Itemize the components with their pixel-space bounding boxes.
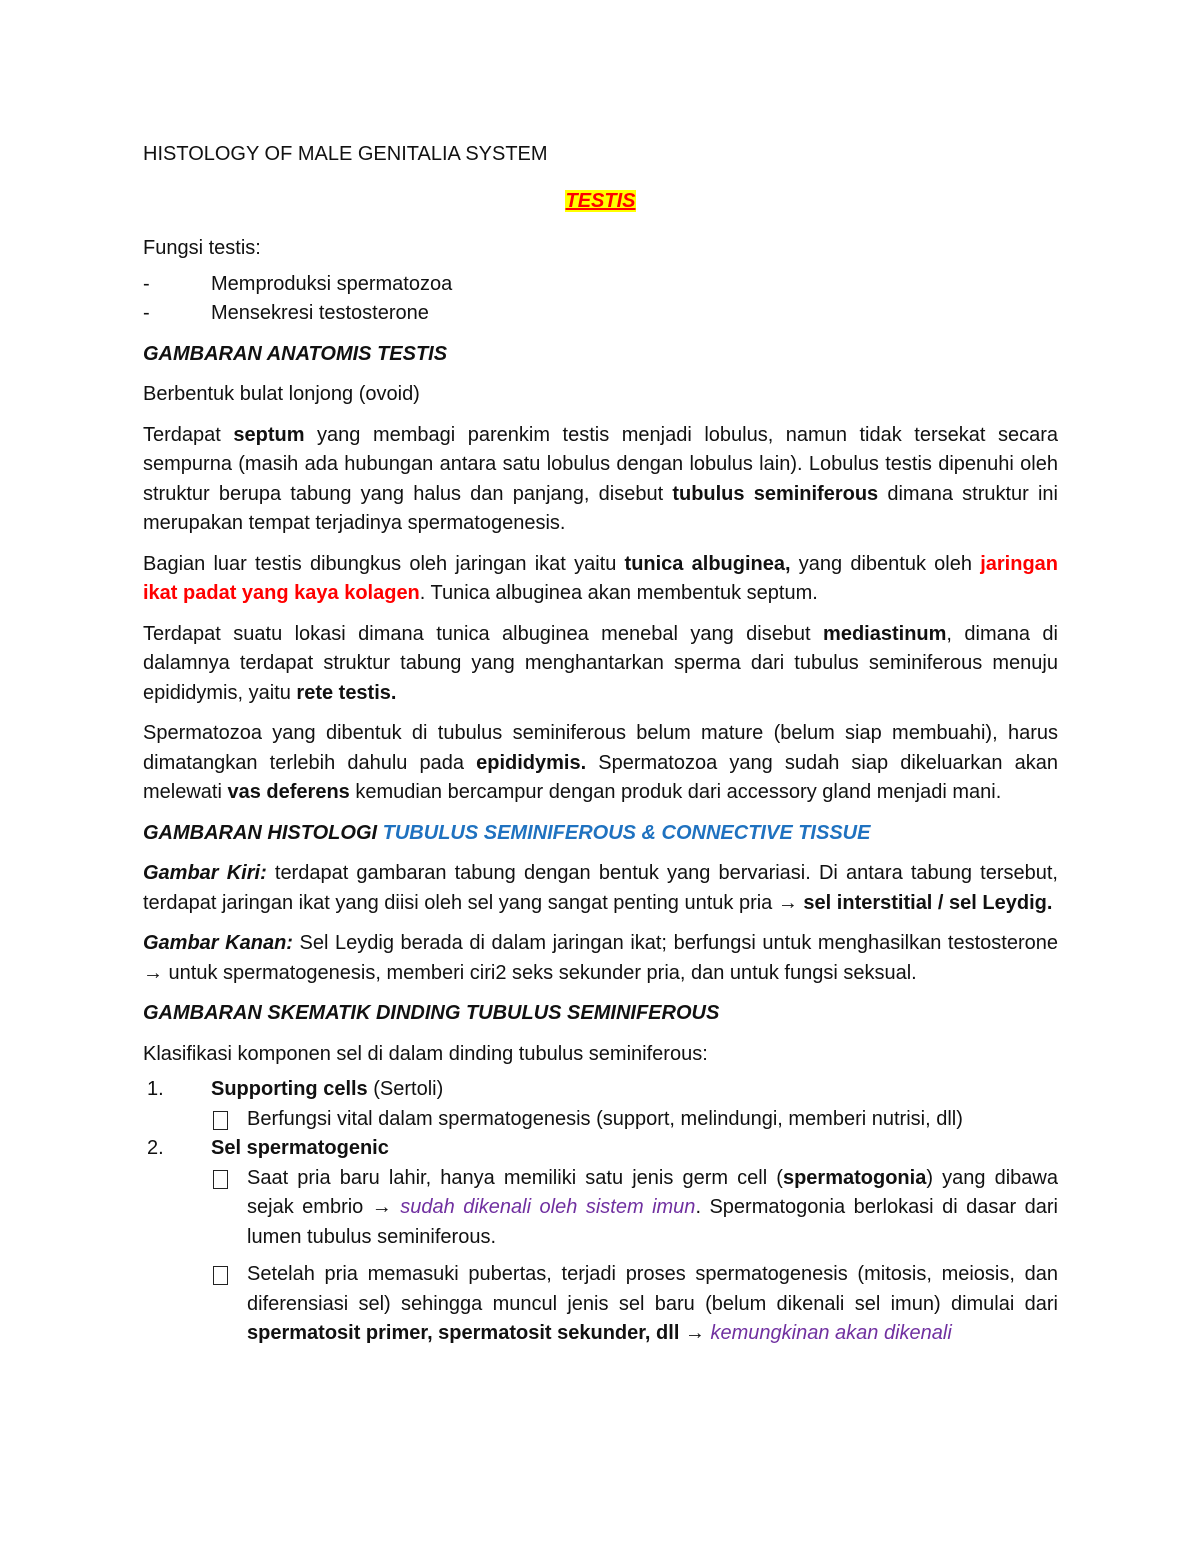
arrow-right-icon: →: [679, 1322, 705, 1344]
section-title: TESTIS: [565, 189, 636, 212]
document-page: [143, 140, 1058, 1349]
paragraph-tunica: Bagian luar testis dibungkus oleh jaringan ikat yaitu tunica albuginea, yang dibentuk oleh jaringan ikat padat yang kaya kolagen. Tunica albuginea akan membentuk septum.: [143, 552, 1058, 604]
bentuk-text: Berbentuk bulat lonjong (ovoid): [143, 383, 420, 405]
paragraph-septum: Terdapat septum yang membagi parenkim testis menjadi lobulus, namun tidak tersekat secara sempurna (masih ada hubungan antara satu lobulus dengan lobulus lain). Lobulus testis dipenuhi oleh struktur berupa tabung yang halus dan panjang, disebut tubulus seminiferous dimana struktur ini merupakan tempat terjadinya spermatogenesis.: [143, 423, 1059, 534]
sub-item: Berfungsi vital dalam spermatogenesis (support, melindungi, memberi nutrisi, dll): [211, 1105, 1058, 1135]
fungsi-list: [143, 270, 1058, 329]
dash-bullet: -: [143, 302, 150, 324]
paragraph-mediastinum: Terdapat suatu lokasi dimana tunica albuginea menebal yang disebut mediastinum, dimana di dalamnya terdapat struktur tabung yang menghantarkan sperma dari tubulus seminiferous menuju epididymis, yaitu rete testis.: [143, 622, 1058, 704]
histologi-heading: GAMBARAN HISTOLOGI TUBULUS SEMINIFEROUS & CONNECTIVE TISSUE: [143, 821, 871, 844]
arrow-right-icon: →: [143, 961, 163, 984]
list-item: - Memproduksi spermatozoa: [143, 270, 1058, 300]
cell-classification-list: [143, 1075, 1058, 1349]
dash-bullet: -: [143, 272, 150, 295]
arrow-right-icon: →: [371, 1196, 392, 1218]
paragraph-gambar-kiri: Gambar Kiri: terdapat gambaran tabung dengan bentuk yang bervariasi. Di antara tabung tersebut, terdapat jaringan ikat yang diisi oleh sel yang sangat penting untuk pria → sel interstitial / sel Leydig.: [143, 862, 1058, 914]
list-item-supporting-cells: 1. Supporting cells (Sertoli) Berfungsi vital dalam spermatogenesis (support, melindungi, memberi nutrisi, dll): [143, 1075, 1058, 1134]
checkbox-glyph-icon: [213, 1170, 228, 1189]
anatomis-heading: GAMBARAN ANATOMIS TESTIS: [143, 342, 448, 365]
doc-title: HISTOLOGY OF MALE GENITALIA SYSTEM: [143, 143, 548, 165]
checkbox-glyph-icon: [213, 1266, 228, 1285]
list-item-sel-spermatogenic: 2. Sel spermatogenic Saat pria baru lahir, hanya memiliki satu jenis germ cell (spermatogonia) yang dibawa sejak embrio → sudah dikenali oleh sistem imun. Spermatogonia berlokasi di dasar dari lumen tubulus seminiferous. Setelah pria memasuki pubertas, terjadi proses spermatogenesis (mitosis, meiosis, dan diferensiasi sel) sehingga muncul jenis sel baru (belum dikenali sel imun) dimulai dari spermatosit primer, spermatosit sekunder, dll → kemungkinan akan dikenali: [143, 1134, 1058, 1349]
skematik-heading: GAMBARAN SKEMATIK DINDING TUBULUS SEMINIFEROUS: [143, 1002, 720, 1024]
checkbox-glyph-icon: [213, 1111, 228, 1130]
arrow-right-icon: →: [777, 891, 798, 914]
highlight-red-text: jaringan ikat padat yang kaya kolagen: [143, 552, 1058, 604]
list-item: - Mensekresi testosterone: [143, 299, 1058, 329]
paragraph-gambar-kanan: Gambar Kanan: Sel Leydig berada di dalam jaringan ikat; berfungsi untuk menghasilkan testosterone → untuk spermatogenesis, memberi ciri2 seks sekunder pria, dan untuk fungsi seksual.: [143, 932, 1058, 984]
sub-item: Saat pria baru lahir, hanya memiliki satu jenis germ cell (spermatogonia) yang dibawa sejak embrio → sudah dikenali oleh sistem imun. Spermatogonia berlokasi di dasar dari lumen tubulus seminiferous.: [211, 1164, 1058, 1253]
fungsi-label: Fungsi testis:: [143, 237, 261, 259]
sub-item: Setelah pria memasuki pubertas, terjadi proses spermatogenesis (mitosis, meiosis, dan diferensiasi sel) sehingga muncul jenis sel baru (belum dikenali sel imun) dimulai dari spermatosit primer, spermatosit sekunder, dll → kemungkinan akan dikenali: [211, 1260, 1058, 1349]
paragraph-epididymis: Spermatozoa yang dibentuk di tubulus seminiferous belum mature (belum siap membuahi), harus dimatangkan terlebih dahulu pada epididymis. Spermatozoa yang sudah siap dikeluarkan akan melewati vas deferens kemudian bercampur dengan produk dari accessory gland menjadi mani.: [143, 722, 1058, 803]
section-title-wrap: [143, 187, 1058, 217]
klasifikasi-text: Klasifikasi komponen sel di dalam dinding tubulus seminiferous:: [143, 1042, 708, 1065]
